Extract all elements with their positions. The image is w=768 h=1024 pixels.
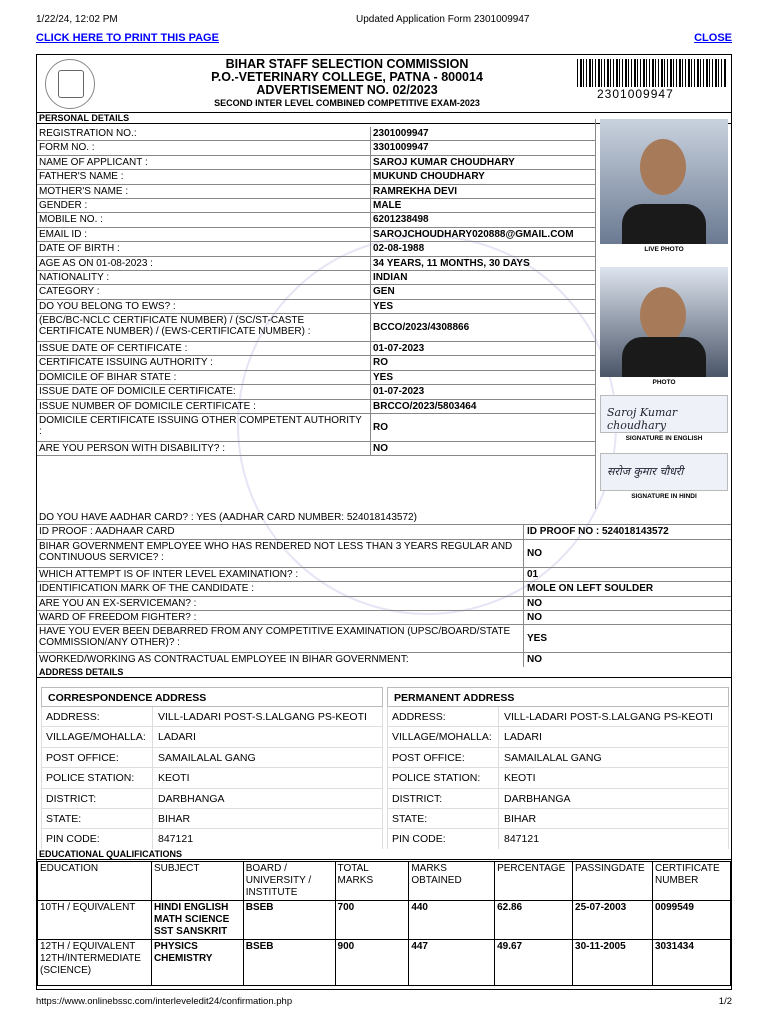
table-cell: HINDI ENGLISH MATH SCIENCE SST SANSKRIT bbox=[151, 901, 243, 940]
column-header: EDUCATION bbox=[38, 862, 152, 901]
field-label: ARE YOU AN EX-SERVICEMAN? : bbox=[39, 597, 197, 609]
divider bbox=[498, 789, 499, 808]
table-row bbox=[37, 525, 731, 539]
table-cell: 25-07-2003 bbox=[573, 901, 653, 940]
address-value: KEOTI bbox=[158, 772, 190, 785]
address-label: POST OFFICE: bbox=[392, 751, 465, 764]
address-label: STATE: bbox=[46, 812, 82, 825]
divider bbox=[370, 170, 371, 183]
table-row bbox=[37, 414, 595, 442]
personal-details-table bbox=[37, 127, 595, 456]
field-label: DOMICILE CERTIFICATE ISSUING OTHER COMPETENT AUTHORITY : bbox=[39, 415, 362, 438]
column-header: TOTAL MARKS bbox=[335, 862, 409, 901]
divider bbox=[370, 371, 371, 384]
other-details-table bbox=[37, 511, 731, 668]
divider bbox=[498, 748, 499, 767]
divider bbox=[370, 356, 371, 369]
org-address: P.O.-VETERINARY COLLEGE, PATNA - 800014 bbox=[211, 70, 483, 84]
table-row bbox=[37, 540, 731, 568]
field-label: BIHAR GOVERNMENT EMPLOYEE WHO HAS RENDERED NOT LESS THAN 3 YEARS REGULAR AND CONTINUOUS SERVICE? : bbox=[39, 540, 513, 563]
action-links bbox=[36, 32, 732, 48]
applicant-photo bbox=[600, 267, 728, 377]
table-row bbox=[37, 342, 595, 356]
address-label: POLICE STATION: bbox=[46, 772, 135, 785]
field-value: YES bbox=[373, 371, 394, 383]
close-link[interactable]: CLOSE bbox=[694, 32, 732, 44]
table-row bbox=[37, 127, 595, 141]
photo-caption: PHOTO bbox=[652, 379, 676, 386]
field-label: ISSUE DATE OF CERTIFICATE : bbox=[39, 343, 188, 355]
print-page-title: Updated Application Form 2301009947 bbox=[356, 14, 530, 25]
divider bbox=[523, 568, 524, 581]
field-value: BCCO/2023/4308866 bbox=[373, 322, 470, 334]
education-table bbox=[37, 861, 731, 986]
table-cell: PHYSICS CHEMISTRY bbox=[151, 940, 243, 986]
address-value: SAMAILALAL GANG bbox=[158, 751, 256, 764]
form-header bbox=[37, 55, 731, 113]
table-cell: 0099549 bbox=[653, 901, 731, 940]
field-value: MUKUND CHOUDHARY bbox=[373, 171, 485, 183]
table-row bbox=[37, 314, 595, 342]
field-label: NAME OF APPLICANT : bbox=[39, 156, 148, 168]
field-label: WHICH ATTEMPT IS OF INTER LEVEL EXAMINATION? : bbox=[39, 568, 299, 580]
divider bbox=[370, 442, 371, 455]
field-label: ISSUE NUMBER OF DOMICILE CERTIFICATE : bbox=[39, 400, 256, 412]
field-label: FATHER'S NAME : bbox=[39, 171, 124, 183]
live-photo-caption: LIVE PHOTO bbox=[644, 246, 684, 253]
table-row bbox=[37, 582, 731, 596]
live-photo bbox=[600, 119, 728, 244]
divider bbox=[370, 127, 371, 140]
address-value: LADARI bbox=[504, 731, 542, 744]
table-row bbox=[37, 442, 595, 456]
education-heading: EDUCATIONAL QUALIFICATIONS bbox=[37, 849, 731, 860]
divider bbox=[152, 829, 153, 848]
table-row bbox=[37, 199, 595, 213]
field-label: ISSUE DATE OF DOMICILE CERTIFICATE: bbox=[39, 386, 236, 398]
table-row bbox=[37, 385, 595, 399]
field-value: NO bbox=[527, 547, 542, 559]
divider bbox=[498, 707, 499, 726]
column-header: CERTIFICATE NUMBER bbox=[653, 862, 731, 901]
divider bbox=[523, 582, 524, 595]
divider bbox=[370, 285, 371, 298]
column-header: MARKS OBTAINED bbox=[409, 862, 495, 901]
table-row bbox=[37, 141, 595, 155]
table-cell: 447 bbox=[409, 940, 495, 986]
field-label: WORKED/WORKING AS CONTRACTUAL EMPLOYEE IN BIHAR GOVERNMENT: bbox=[39, 654, 409, 666]
divider bbox=[152, 707, 153, 726]
table-row bbox=[37, 511, 731, 525]
field-label: HAVE YOU EVER BEEN DEBARRED FROM ANY COMPETITIVE EXAMINATION (UPSC/BOARD/STATE COMMISSION/ANY OTHER)? : bbox=[39, 626, 511, 649]
divider bbox=[370, 199, 371, 212]
address-label: PIN CODE: bbox=[392, 833, 446, 846]
field-value: 01-07-2023 bbox=[373, 343, 425, 355]
application-form bbox=[36, 54, 732, 990]
table-header-row bbox=[38, 862, 731, 901]
divider bbox=[523, 540, 524, 567]
address-value: SAMAILALAL GANG bbox=[504, 751, 602, 764]
address-value: KEOTI bbox=[504, 772, 536, 785]
divider bbox=[370, 400, 371, 413]
table-cell: BSEB bbox=[243, 901, 335, 940]
field-label: WARD OF FREEDOM FIGHTER? : bbox=[39, 611, 197, 623]
field-value: SAROJ KUMAR CHOUDHARY bbox=[373, 156, 515, 168]
signature-english: Saroj Kumar choudhary bbox=[600, 395, 728, 433]
field-value: ID PROOF NO : 524018143572 bbox=[527, 526, 669, 538]
address-row bbox=[387, 707, 729, 727]
field-value: BRCCO/2023/5803464 bbox=[373, 400, 477, 412]
address-label: DISTRICT: bbox=[392, 792, 443, 805]
field-value: 6201238498 bbox=[373, 214, 429, 226]
table-cell: 12TH / EQUIVALENT 12TH/INTERMEDIATE (SCIENCE) bbox=[38, 940, 152, 986]
photo-panel bbox=[595, 119, 731, 509]
table-row bbox=[37, 271, 595, 285]
table-row bbox=[37, 242, 595, 256]
signature-hindi-caption: SIGNATURE IN HINDI bbox=[631, 493, 697, 500]
address-value: DARBHANGA bbox=[504, 792, 571, 805]
address-label: PIN CODE: bbox=[46, 833, 100, 846]
address-details-heading: ADDRESS DETAILS bbox=[37, 667, 731, 678]
divider bbox=[370, 300, 371, 313]
address-label: DISTRICT: bbox=[46, 792, 97, 805]
address-value: LADARI bbox=[158, 731, 196, 744]
field-value: RO bbox=[373, 357, 388, 369]
divider bbox=[498, 768, 499, 787]
field-label: AGE AS ON 01-08-2023 : bbox=[39, 257, 153, 269]
address-row bbox=[41, 768, 383, 788]
divider bbox=[498, 727, 499, 746]
divider bbox=[370, 213, 371, 226]
field-label: DO YOU BELONG TO EWS? : bbox=[39, 300, 176, 312]
divider bbox=[152, 809, 153, 828]
divider bbox=[498, 809, 499, 828]
address-label: ADDRESS: bbox=[392, 711, 446, 723]
table-row bbox=[37, 356, 595, 370]
exam-name: SECOND INTER LEVEL COMBINED COMPETITIVE EXAM-2023 bbox=[214, 98, 480, 108]
address-value: BIHAR bbox=[158, 812, 191, 825]
field-label: (EBC/BC-NCLC CERTIFICATE NUMBER) / (SC/ST-CASTE CERTIFICATE NUMBER) / (EWS-CERTIFICATE NUMBER) : bbox=[39, 315, 311, 338]
table-row bbox=[38, 940, 731, 986]
address-section bbox=[37, 679, 731, 847]
divider bbox=[152, 768, 153, 787]
field-label: GENDER : bbox=[39, 199, 88, 211]
address-row bbox=[387, 809, 729, 829]
field-label: MOTHER'S NAME : bbox=[39, 185, 129, 197]
address-row bbox=[41, 789, 383, 809]
barcode-number: 2301009947 bbox=[597, 87, 674, 101]
divider bbox=[370, 257, 371, 270]
divider bbox=[370, 414, 371, 441]
address-row bbox=[387, 768, 729, 788]
table-row bbox=[37, 568, 731, 582]
divider bbox=[523, 625, 524, 652]
divider bbox=[370, 185, 371, 198]
field-label: MOBILE NO. : bbox=[39, 214, 103, 226]
table-cell: BSEB bbox=[243, 940, 335, 986]
address-label: POST OFFICE: bbox=[46, 751, 119, 764]
table-cell: 10TH / EQUIVALENT bbox=[38, 901, 152, 940]
field-label: FORM NO. : bbox=[39, 142, 95, 154]
address-row bbox=[41, 829, 383, 849]
address-label: ADDRESS: bbox=[46, 711, 100, 723]
table-cell: 49.67 bbox=[495, 940, 573, 986]
field-value: NO bbox=[527, 611, 542, 623]
print-datetime: 1/22/24, 12:02 PM bbox=[36, 14, 118, 25]
divider bbox=[370, 141, 371, 154]
address-row bbox=[41, 707, 383, 727]
divider bbox=[523, 597, 524, 610]
field-value: MOLE ON LEFT SOULDER bbox=[527, 583, 654, 595]
divider bbox=[523, 611, 524, 624]
table-row bbox=[37, 625, 731, 653]
field-label: DOMICILE OF BIHAR STATE : bbox=[39, 371, 177, 383]
table-row bbox=[37, 597, 731, 611]
field-value: 01 bbox=[527, 568, 539, 580]
table-row bbox=[37, 170, 595, 184]
divider bbox=[370, 385, 371, 398]
divider bbox=[523, 525, 524, 538]
divider bbox=[498, 829, 499, 848]
column-header: SUBJECT bbox=[151, 862, 243, 901]
field-value: SAROJCHOUDHARY020888@GMAIL.COM bbox=[373, 228, 574, 240]
divider bbox=[523, 653, 524, 666]
table-cell: 30-11-2005 bbox=[573, 940, 653, 986]
table-cell: 440 bbox=[409, 901, 495, 940]
signature-english-caption: SIGNATURE IN ENGLISH bbox=[625, 435, 703, 442]
field-label: EMAIL ID : bbox=[39, 228, 87, 240]
address-value: VILL-LADARI POST-S.LALGANG PS-KEOTI bbox=[158, 711, 367, 723]
address-value: DARBHANGA bbox=[158, 792, 225, 805]
correspondence-address bbox=[41, 687, 383, 846]
table-cell: 700 bbox=[335, 901, 409, 940]
divider bbox=[370, 342, 371, 355]
address-row bbox=[387, 748, 729, 768]
field-value: YES bbox=[527, 633, 548, 645]
table-row bbox=[37, 257, 595, 271]
correspondence-title: CORRESPONDENCE ADDRESS bbox=[41, 687, 383, 707]
field-value: RAMREKHA DEVI bbox=[373, 185, 458, 197]
table-row bbox=[37, 285, 595, 299]
print-link[interactable]: CLICK HERE TO PRINT THIS PAGE bbox=[36, 32, 219, 44]
field-value: NO bbox=[527, 597, 542, 609]
signature-hindi: सरोज कुमार चौधरी bbox=[600, 453, 728, 491]
table-row bbox=[37, 300, 595, 314]
permanent-title: PERMANENT ADDRESS bbox=[387, 687, 729, 707]
org-name: BIHAR STAFF SELECTION COMMISSION bbox=[225, 57, 469, 71]
divider bbox=[152, 748, 153, 767]
divider bbox=[370, 228, 371, 241]
field-value: INDIAN bbox=[373, 271, 408, 283]
column-header: BOARD / UNIVERSITY / INSTITUTE bbox=[243, 862, 335, 901]
divider bbox=[370, 314, 371, 341]
field-value: 02-08-1988 bbox=[373, 243, 425, 255]
field-label: ARE YOU PERSON WITH DISABILITY? : bbox=[39, 443, 225, 455]
table-row bbox=[37, 653, 731, 667]
divider bbox=[152, 789, 153, 808]
page-url: https://www.onlinebssc.com/interleveledit24/confirmation.php bbox=[36, 996, 293, 1007]
divider bbox=[370, 242, 371, 255]
address-label: POLICE STATION: bbox=[392, 772, 481, 785]
table-row bbox=[37, 185, 595, 199]
table-row bbox=[37, 400, 595, 414]
table-row bbox=[37, 213, 595, 227]
field-label: ID PROOF : AADHAAR CARD bbox=[39, 526, 175, 538]
field-value: 34 YEARS, 11 MONTHS, 30 DAYS bbox=[373, 257, 530, 269]
divider bbox=[370, 156, 371, 169]
address-value: VILL-LADARI POST-S.LALGANG PS-KEOTI bbox=[504, 711, 713, 723]
address-label: STATE: bbox=[392, 812, 428, 825]
field-label: DATE OF BIRTH : bbox=[39, 243, 120, 255]
address-label: VILLAGE/MOHALLA: bbox=[392, 731, 492, 744]
field-value: 2301009947 bbox=[373, 128, 429, 139]
field-label: DO YOU HAVE AADHAR CARD? : YES (AADHAR CARD NUMBER: 524018143572) bbox=[39, 512, 417, 523]
table-row bbox=[37, 371, 595, 385]
field-value: NO bbox=[373, 443, 388, 455]
address-row bbox=[387, 789, 729, 809]
field-value: NO bbox=[527, 654, 542, 666]
permanent-address bbox=[387, 687, 729, 846]
field-value: MALE bbox=[373, 199, 402, 211]
divider bbox=[152, 727, 153, 746]
table-row bbox=[38, 901, 731, 940]
field-label: IDENTIFICATION MARK OF THE CANDIDATE : bbox=[39, 583, 255, 595]
divider bbox=[370, 271, 371, 284]
field-label: NATIONALITY : bbox=[39, 271, 110, 283]
table-cell: 900 bbox=[335, 940, 409, 986]
field-value: 3301009947 bbox=[373, 142, 429, 154]
table-cell: 3031434 bbox=[653, 940, 731, 986]
table-row bbox=[37, 611, 731, 625]
field-value: 01-07-2023 bbox=[373, 386, 425, 398]
column-header: PASSINGDATE bbox=[573, 862, 653, 901]
field-value: GEN bbox=[373, 286, 395, 298]
address-value: 847121 bbox=[158, 833, 194, 846]
address-value: 847121 bbox=[504, 833, 540, 846]
table-row bbox=[37, 228, 595, 242]
field-value: RO bbox=[373, 422, 388, 434]
advertisement-no: ADVERTISEMENT NO. 02/2023 bbox=[256, 83, 438, 97]
personal-details-heading: PERSONAL DETAILS bbox=[37, 113, 731, 124]
address-row bbox=[41, 727, 383, 747]
address-row bbox=[41, 748, 383, 768]
field-label: CATEGORY : bbox=[39, 286, 100, 298]
address-value: BIHAR bbox=[504, 812, 537, 825]
address-row bbox=[387, 829, 729, 849]
column-header: PERCENTAGE bbox=[495, 862, 573, 901]
table-row bbox=[37, 156, 595, 170]
field-value: YES bbox=[373, 300, 394, 312]
address-row bbox=[41, 809, 383, 829]
field-label: REGISTRATION NO.: bbox=[39, 128, 137, 139]
address-row bbox=[387, 727, 729, 747]
browser-print-header bbox=[36, 14, 732, 28]
field-label: CERTIFICATE ISSUING AUTHORITY : bbox=[39, 357, 213, 369]
barcode-icon bbox=[577, 59, 727, 87]
page-number: 1/2 bbox=[718, 996, 732, 1007]
address-label: VILLAGE/MOHALLA: bbox=[46, 731, 146, 744]
table-cell: 62.86 bbox=[495, 901, 573, 940]
